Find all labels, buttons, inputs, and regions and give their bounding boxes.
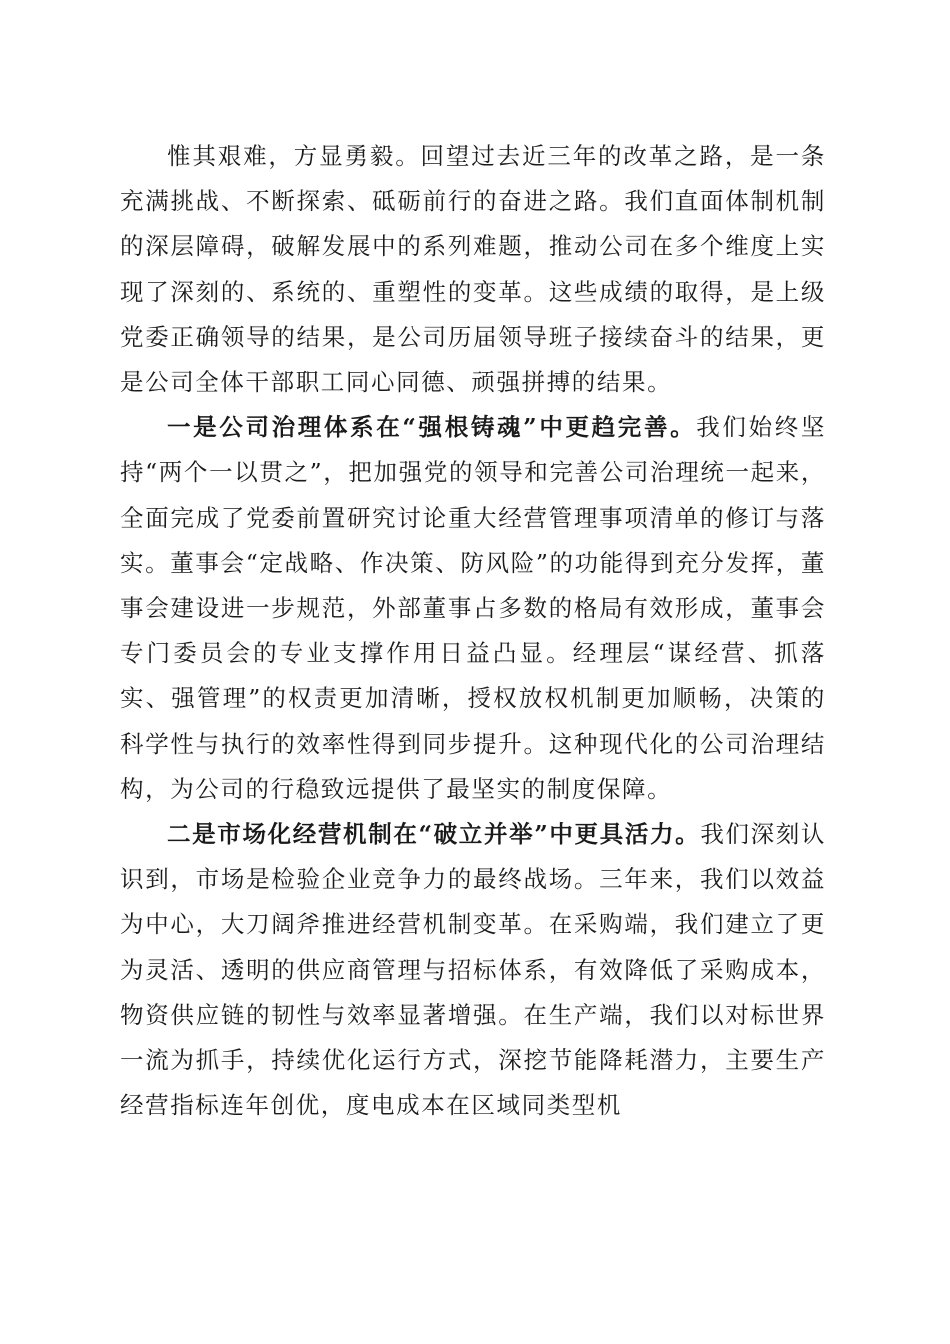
paragraph-market-mechanism-text: 我们深刻认识到，市场是检验企业竞争力的最终战场。三年来，我们以效益为中心，大刀阔斧推进经营机制变革。在采购端，我们建立了更为灵活、透明的供应商管理与招标体系，有效降低了采购成本，物资供应链的韧性与效率显著增强。在生产端，我们以对标世界一流为抓手，持续优化运行方式，深挖节能降耗潜力，主要生产经营指标连年创优，度电成本在区域同类型机: [120, 820, 827, 1120]
paragraph-governance-heading: 一是公司治理体系在“强根铸魂”中更趋完善。: [167, 413, 697, 442]
paragraph-market-mechanism-heading: 二是市场化经营机制在“破立并举”中更具活力。: [167, 820, 701, 849]
paragraph-market-mechanism: [120, 812, 826, 1128]
paragraph-governance-text: 我们始终坚持“两个一以贯之”，把加强党的领导和完善公司治理统一起来，全面完成了党委前置研究讨论重大经营管理事项清单的修订与落实。董事会“定战略、作决策、防风险”的功能得到充分发挥，董事会建设进一步规范，外部董事占多数的格局有效形成，董事会专门委员会的专业支撑作用日益凸显。经理层“谋经营、抓落实、强管理”的权责更加清晰，授权放权机制更加顺畅，决策的科学性与执行的效率性得到同步提升。这种现代化的公司治理结构，为公司的行稳致远提供了最坚实的制度保障。: [120, 413, 826, 803]
paragraph-intro: [120, 134, 826, 405]
paragraph-governance: [120, 405, 826, 812]
document-page: [120, 134, 826, 1128]
paragraph-intro-text: 惟其艰难，方显勇毅。回望过去近三年的改革之路，是一条充满挑战、不断探索、砥砺前行的奋进之路。我们直面体制机制的深层障碍，破解发展中的系列难题，推动公司在多个维度上实现了深刻的、系统的、重塑性的变革。这些成绩的取得，是上级党委正确领导的结果，是公司历届领导班子接续奋斗的结果，更是公司全体干部职工同心同德、顽强拼搏的结果。: [120, 142, 826, 397]
